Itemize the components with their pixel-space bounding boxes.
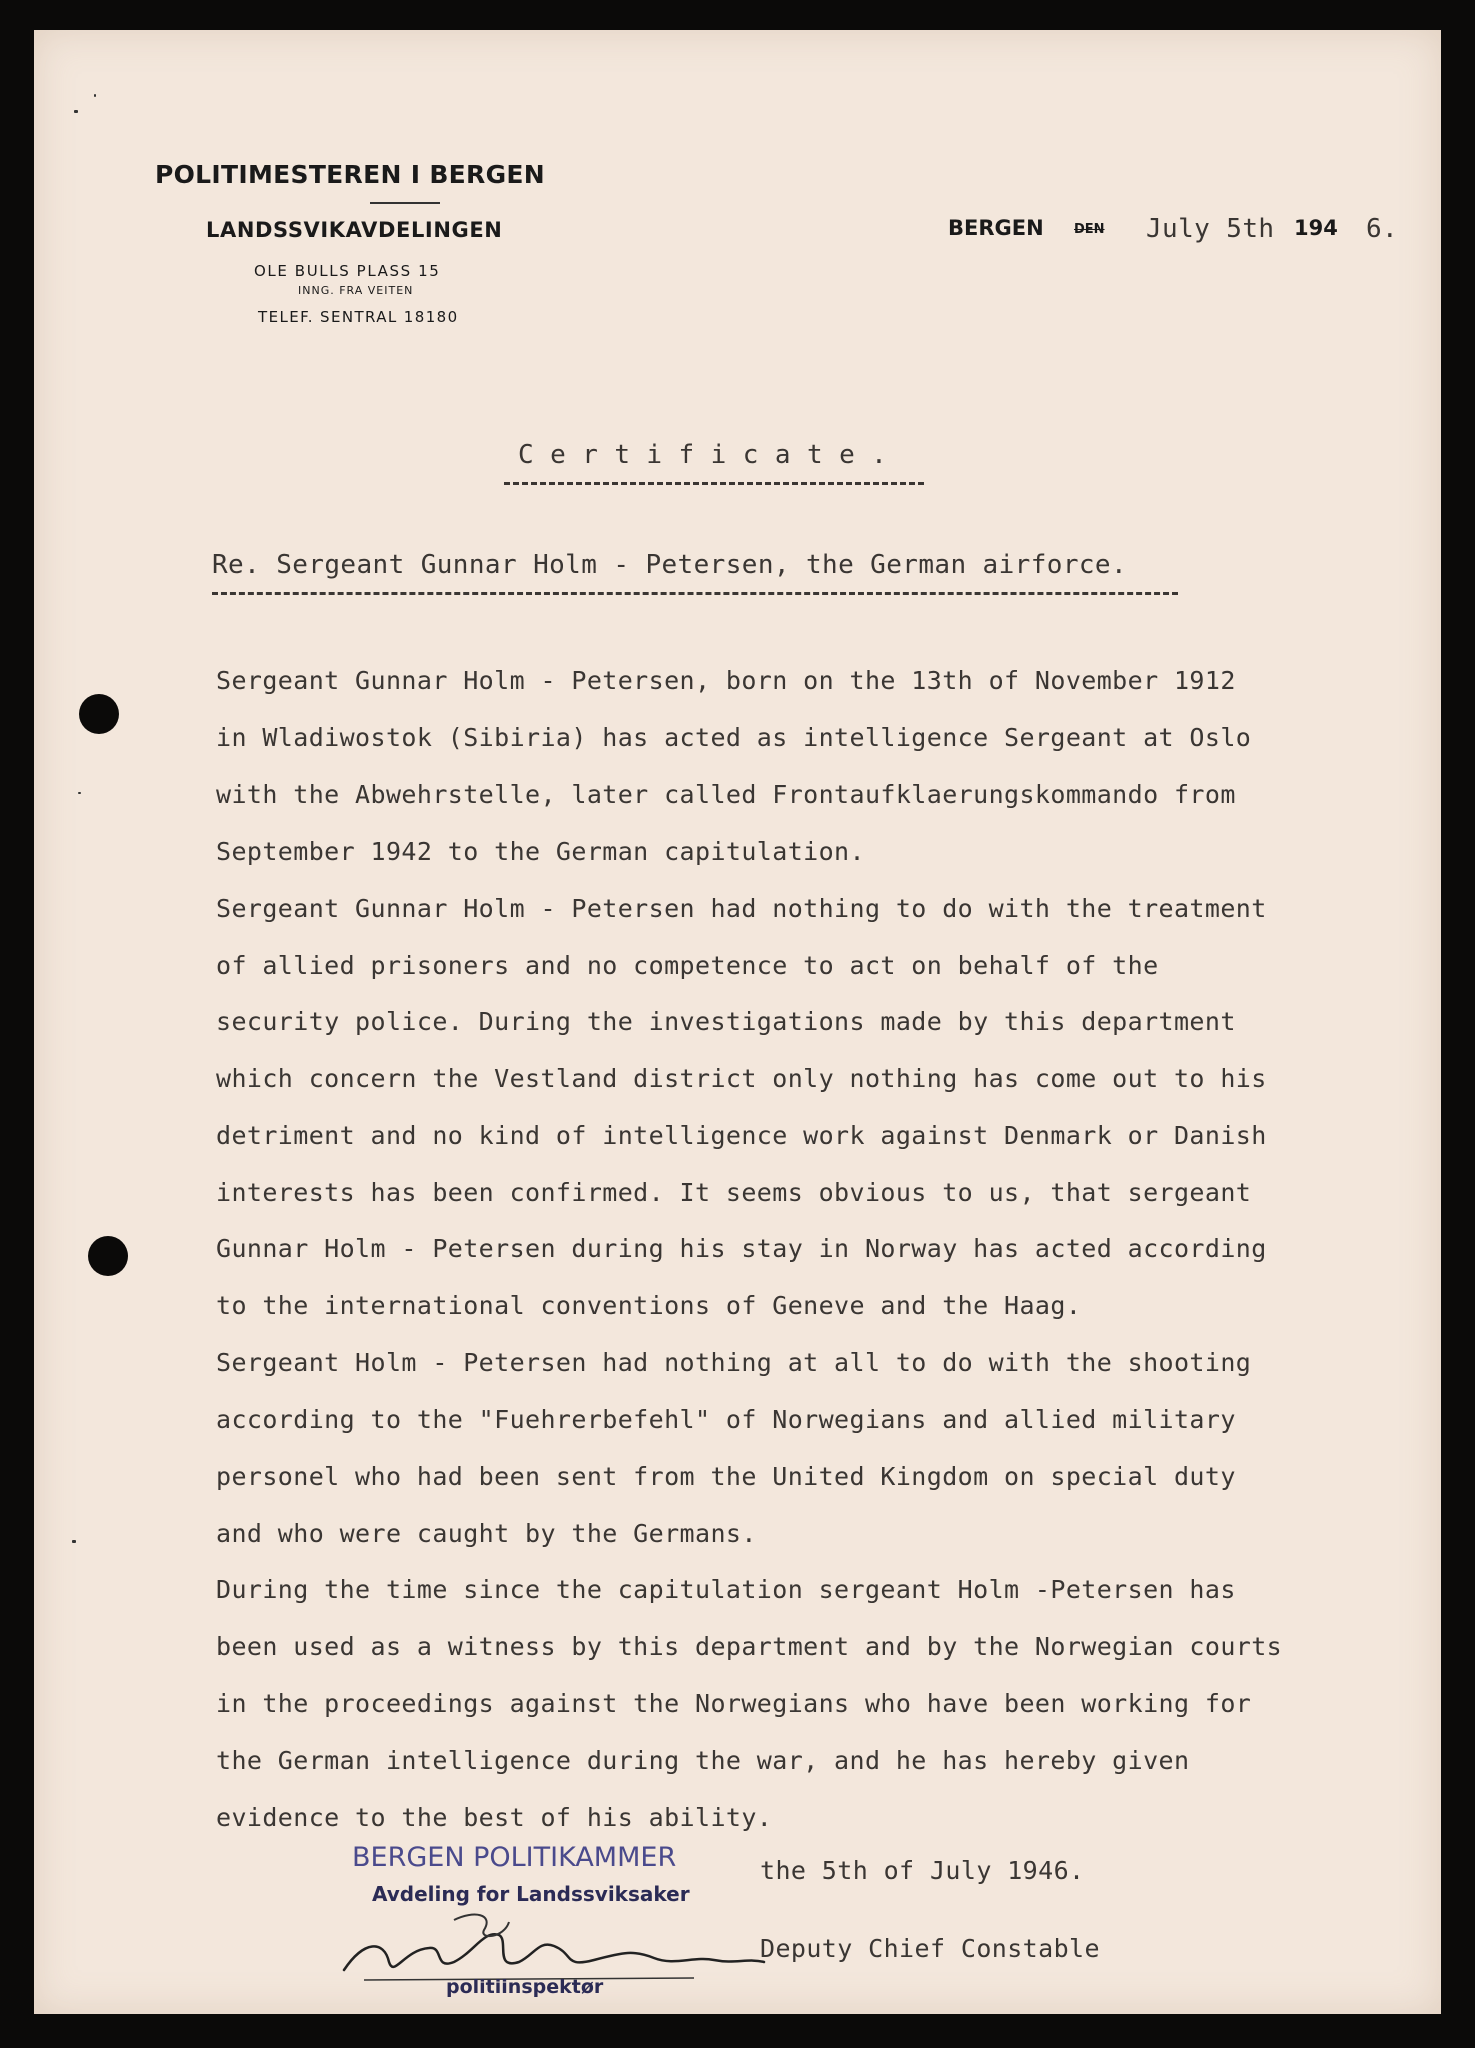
body-line: Gunnar Holm - Petersen during his stay in Norway has acted according (216, 1234, 1267, 1263)
body-line: evidence to the best of his ability. (216, 1803, 773, 1832)
stamp-line2: Avdeling for Landssviksaker (372, 1882, 690, 1906)
body-line: in the proceedings against the Norwegians who have been working for (216, 1689, 1252, 1718)
paper-speck (74, 110, 78, 113)
letterhead-office: POLITIMESTEREN I BERGEN (155, 160, 546, 189)
body-line: Sergeant Gunnar Holm - Petersen had nothing to do with the treatment (216, 894, 1267, 923)
punch-hole-bottom (88, 1236, 128, 1276)
body-line: During the time since the capitulation sergeant Holm -Petersen has (216, 1575, 1236, 1604)
body-line: Sergeant Holm - Petersen had nothing at all to do with the shooting (216, 1348, 1252, 1377)
document-page (34, 30, 1441, 2014)
subject-underline (212, 592, 1178, 595)
body-line: of allied prisoners and no competence to act on behalf of the (216, 951, 1159, 980)
stamp-line1: BERGEN POLITIKAMMER (352, 1842, 677, 1873)
body-line: according to the "Fuehrerbefehl" of Norwegians and allied military (216, 1405, 1236, 1434)
closing-date: the 5th of July 1946. (760, 1856, 1085, 1885)
body-line: September 1942 to the German capitulation. (216, 837, 865, 866)
letterhead-address-line1: OLE BULLS PLASS 15 (254, 262, 441, 280)
body-line: been used as a witness by this department and by the Norwegian courts (216, 1632, 1283, 1661)
body-line: personel who had been sent from the United Kingdom on special duty (216, 1462, 1236, 1491)
body-line: which concern the Vestland district only nothing has come out to his (216, 1064, 1267, 1093)
title-underline (504, 482, 924, 485)
body-line: and who were caught by the Germans. (216, 1519, 757, 1548)
body-line: to the international conventions of Geneve and the Haag. (216, 1291, 1082, 1320)
paper-speck (72, 1540, 76, 1543)
dateline-typed-date: July 5th (1146, 214, 1275, 244)
dateline-year-suffix: 6. (1366, 214, 1399, 244)
letterhead-phone: TELEF. SENTRAL 18180 (258, 308, 459, 326)
subject-line: Re. Sergeant Gunnar Holm - Petersen, the German airforce. (212, 550, 1128, 580)
dateline-den: DEN (1074, 222, 1105, 237)
document-title: C e r t i f i c a t e . (518, 440, 888, 470)
paper-speck (78, 792, 81, 794)
letterhead-divider (370, 202, 440, 204)
body-line: with the Abwehrstelle, later called Frontaufklaerungskommando from (216, 780, 1236, 809)
body-line: interests has been confirmed. It seems obvious to us, that sergeant (216, 1178, 1252, 1207)
stamp-signer-title: politiinspektør (446, 1976, 604, 1998)
closing-title: Deputy Chief Constable (760, 1934, 1100, 1963)
letterhead-department: LANDSSVIKAVDELINGEN (206, 218, 503, 242)
dateline-city: BERGEN (948, 216, 1044, 240)
letterhead-address-line2: INNG. FRA VEITEN (298, 284, 414, 297)
body-line: in Wladiwostok (Sibiria) has acted as intelligence Sergeant at Oslo (216, 723, 1252, 752)
dateline-year-prefix: 194 (1294, 216, 1338, 240)
paper-speck (94, 94, 96, 97)
body-line: the German intelligence during the war, and he has hereby given (216, 1746, 1190, 1775)
punch-hole-top (79, 694, 119, 734)
body-line: security police. During the investigations made by this department (216, 1007, 1236, 1036)
body-line: detriment and no kind of intelligence work against Denmark or Danish (216, 1121, 1267, 1150)
body-line: Sergeant Gunnar Holm - Petersen, born on the 13th of November 1912 (216, 666, 1236, 695)
